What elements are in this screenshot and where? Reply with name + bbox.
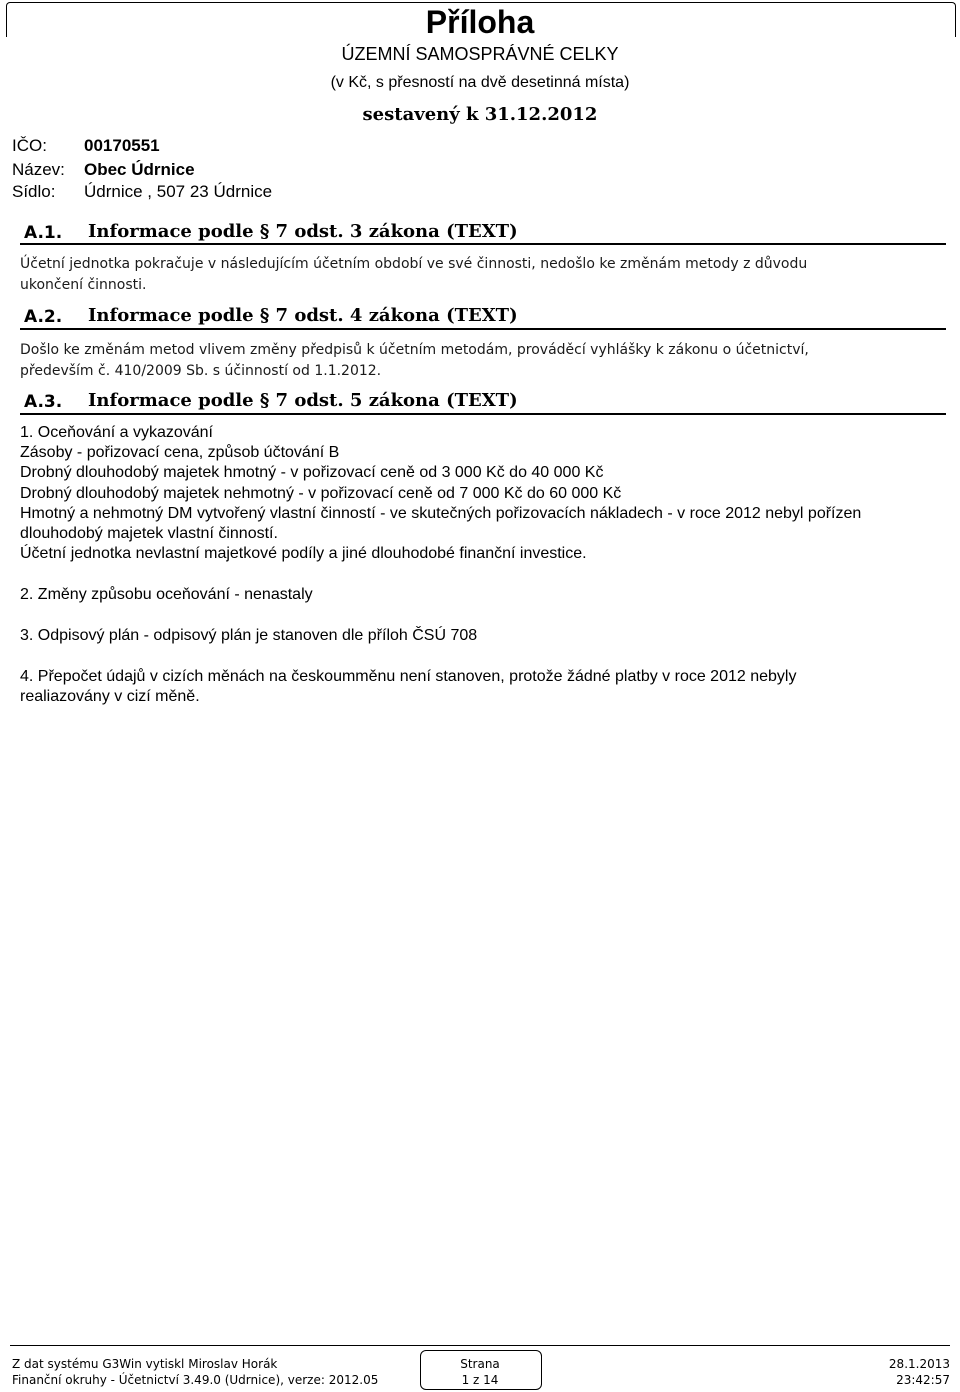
paragraph-line: dlouhodobý majetek vlastní činností. — [20, 525, 278, 542]
section-a1-text — [20, 255, 940, 295]
ico-label: IČO: — [12, 136, 47, 155]
section-a3-rule — [20, 413, 946, 415]
paragraph-line: Účetní jednotka pokračuje v následujícím účetním období ve své činnosti, nedošlo ke změnám metody z důvodu — [20, 256, 808, 272]
precision-note: (v Kč, s přesností na dvě desetinná místa) — [330, 74, 630, 91]
section-a2-rule — [20, 328, 946, 330]
paragraph-line: 4. Přepočet údajů v cizích měnách na českoumměnu není stanoven, protože žádné platby v roce 2012 nebyly — [20, 668, 797, 685]
section-a1-rule — [20, 243, 946, 245]
paragraph-line: 3. Odpisový plán - odpisový plán je stanoven dle příloh ČSÚ 708 — [20, 627, 478, 644]
section-a3-title: Informace podle § 7 odst. 5 zákona (TEXT) — [88, 390, 518, 411]
paragraph-line: především č. 410/2009 Sb. s účinností od 1.1.2012. — [20, 363, 382, 379]
footer-module: Finanční okruhy - Účetnictví 3.49.0 (Udrnice), verze: 2012.05 — [12, 1373, 379, 1387]
paragraph-line: ukončení činnosti. — [20, 277, 147, 293]
footer-printed-by: Z dat systému G3Win vytiskl Miroslav Horák — [12, 1357, 278, 1371]
paragraph-line: 1. Oceňování a vykazování — [20, 424, 213, 441]
section-a1-title: Informace podle § 7 odst. 3 zákona (TEXT) — [88, 221, 518, 242]
section-a2-text — [20, 341, 940, 381]
section-a3-number: A.3. — [24, 392, 63, 412]
name-label: Název: — [12, 160, 65, 179]
section-a3-text — [20, 423, 950, 713]
paragraph-line: Drobný dlouhodobý majetek nehmotný - v pořizovací ceně od 7 000 Kč do 60 000 Kč — [20, 485, 622, 502]
page-subtitle: ÚZEMNÍ SAMOSPRÁVNÉ CELKY — [341, 44, 619, 64]
seat-label: Sídlo: — [12, 182, 56, 201]
paragraph-line: Drobný dlouhodobý majetek hmotný - v pořizovací ceně od 3 000 Kč do 40 000 Kč — [20, 464, 604, 481]
footer-time: 23:42:57 — [896, 1373, 950, 1387]
compiled-date: sestavený k 31.12.2012 — [362, 104, 598, 125]
paragraph-line: Hmotný a nehmotný DM vytvořený vlastní činností - ve skutečných pořizovacích nákladech - v roce 2012 nebyl pořízen — [20, 505, 862, 522]
page-number: 1 z 14 — [461, 1373, 499, 1387]
paragraph-line: realiazovány v cizí měně. — [20, 688, 200, 705]
page-title: Příloha — [425, 4, 535, 40]
name-value: Obec Údrnice — [84, 160, 195, 179]
paragraph-line: Zásoby - pořizovací cena, způsob účtování B — [20, 444, 340, 461]
section-a2-number: A.2. — [24, 307, 63, 327]
section-a1-number: A.1. — [24, 223, 63, 243]
seat-value: Údrnice , 507 23 Údrnice — [84, 182, 273, 201]
footer-rule — [10, 1345, 950, 1346]
paragraph-line: 2. Změny způsobu oceňování - nenastaly — [20, 586, 313, 603]
paragraph-line: Účetní jednotka nevlastní majetkové podíly a jiné dlouhodobé finanční investice. — [20, 545, 587, 562]
paragraph-line: Došlo ke změnám metod vlivem změny předpisů k účetním metodám, prováděcí vyhlášky k zákonu o účetnictví, — [20, 342, 809, 358]
footer-date: 28.1.2013 — [888, 1357, 950, 1371]
page-label: Strana — [460, 1357, 500, 1371]
ico-value: 00170551 — [84, 136, 160, 155]
section-a2-title: Informace podle § 7 odst. 4 zákona (TEXT) — [88, 305, 518, 326]
